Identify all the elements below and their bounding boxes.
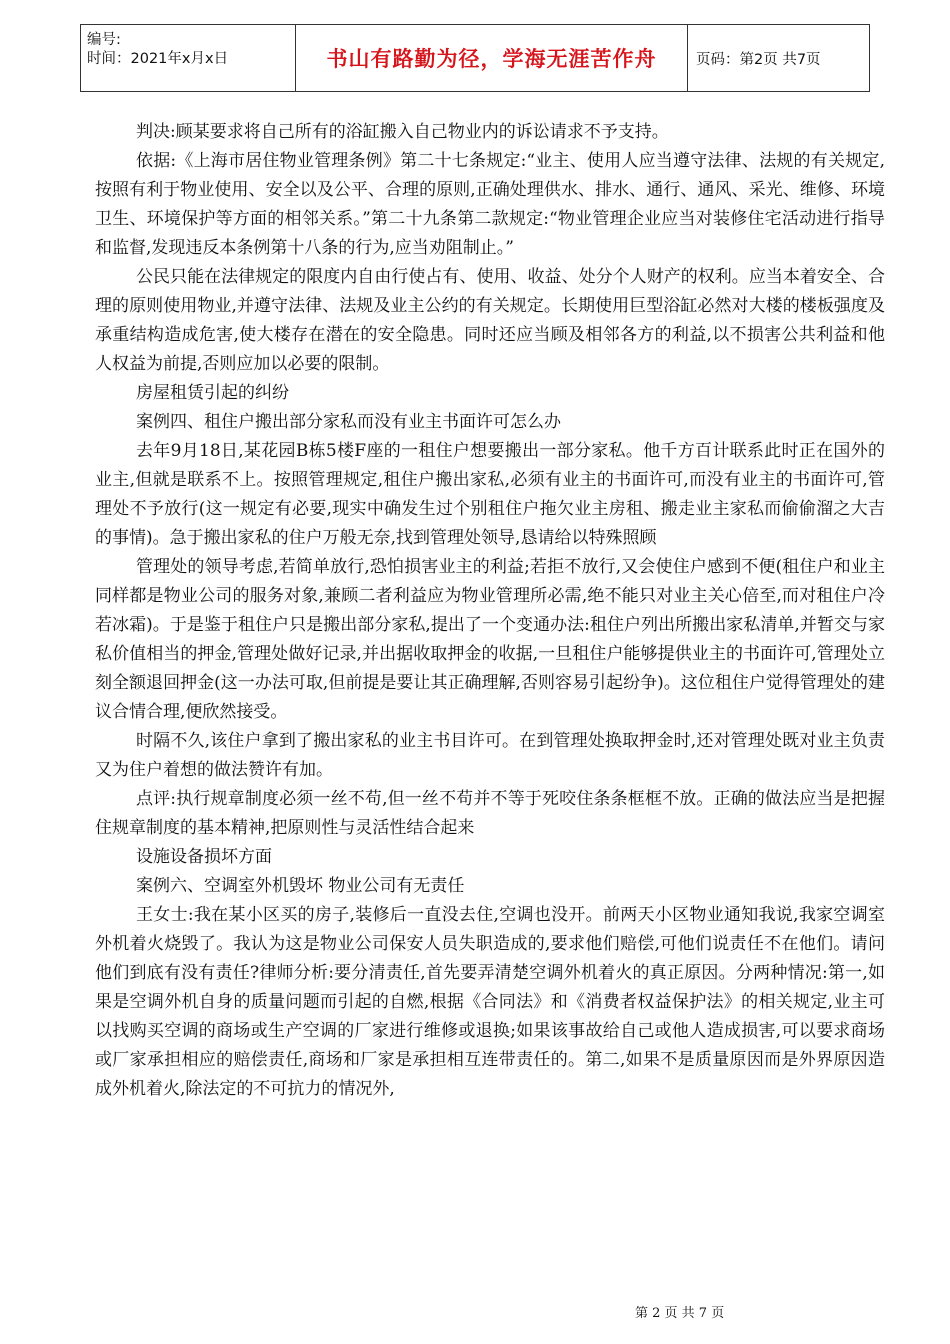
section-heading-rental: 房屋租赁引起的纠纷 xyxy=(136,383,289,403)
header-motto: 书山有路勤为径，学海无涯苦作舟 xyxy=(296,25,688,91)
paragraph-citizen-rights: 公民只能在法律规定的限度内自由行使占有、使用、收益、处分个人财产的权利。应当本着安全、合理的原则使用物业,并遵守法律、法规及业主公约的有关规定。长期使用巨型浴缸必然对大楼的楼板强度及承重结构造成危害,使大楼存在潜在的安全隐患。同时还应当顾及相邻各方的利益,以不损害公共利益和他人权益为前提,否则应加以必要的限制。 xyxy=(95,267,885,374)
case-four-title: 案例四、租住户搬出部分家私而没有业主书面许可怎么办 xyxy=(136,412,561,432)
number-label: 编号: xyxy=(87,32,121,48)
paragraph-judgment: 判决:顾某要求将自己所有的浴缸搬入自己物业内的诉讼请求不予支持。 xyxy=(136,122,669,142)
paragraph-case-four-result: 时隔不久,该住户拿到了搬出家私的业主书目许可。在到管理处换取押金时,还对管理处既对业主负责又为住户着想的做法赞许有加。 xyxy=(95,731,885,780)
document-body xyxy=(95,118,885,1104)
case-six-title: 案例六、空调室外机毁坏 物业公司有无责任 xyxy=(136,876,465,896)
paragraph-case-four-facts: 去年9月18日,某花园B栋5楼F座的一租住户想要搬出一部分家私。他千方百计联系此时正在国外的业主,但就是联系不上。按照管理规定,租住户搬出家私,必须有业主的书面许可,而没有业主的书面许可,管理处不予放行(这一规定有必要,现实中确发生过个别租住户拖欠业主房租、搬走业主家私而偷偷溜之大吉的事情)。急于搬出家私的住户万般无奈,找到管理处领导,恳请给以特殊照顾 xyxy=(95,441,885,548)
header-table xyxy=(80,24,870,92)
time-label: 时间：2021年x月x日 xyxy=(87,51,229,67)
paragraph-comment: 点评:执行规章制度必须一丝不苟,但一丝不苟并不等于死咬住条条框框不放。正确的做法应当是把握住规章制度的基本精神,把原则性与灵活性结合起来 xyxy=(95,789,885,838)
paragraph-case-six: 王女士:我在某小区买的房子,装修后一直没去住,空调也没开。前两天小区物业通知我说,我家空调室外机着火烧毁了。我认为这是物业公司保安人员失职造成的,要求他们赔偿,可他们说责任不在他们。请问他们到底有没有责任?律师分析:要分清责任,首先要弄清楚空调外机着火的真正原因。分两种情况:第一,如果是空调外机自身的质量问题而引起的自燃,根据《合同法》和《消费者权益保护法》的相关规定,业主可以找购买空调的商场或生产空调的厂家进行维修或退换;如果该事故给自己或他人造成损害,可以要求商场或厂家承担相应的赔偿责任,商场和厂家是承担相互连带责任的。第二,如果不是质量原因而是外界原因造成外机着火,除法定的不可抗力的情况外, xyxy=(95,905,885,1099)
header-page-info: 页码：第2页 共7页 xyxy=(696,51,821,68)
paragraph-basis: 依据:《上海市居住物业管理条例》第二十七条规定:“业主、使用人应当遵守法律、法规的有关规定,按照有利于物业使用、安全以及公平、合理的原则,正确处理供水、排水、通行、通风、采光、维修、环境卫生、环境保护等方面的相邻关系。”第二十九条第二款规定:“物业管理企业应当对装修住宅活动进行指导和监督,发现违反本条例第十八条的行为,应当劝阻制止。” xyxy=(95,151,885,258)
page-footer: 第 2 页 共 7 页 xyxy=(635,1306,725,1321)
section-heading-facilities: 设施设备损坏方面 xyxy=(136,847,272,867)
header-meta xyxy=(81,25,296,91)
paragraph-case-four-solution: 管理处的领导考虑,若简单放行,恐怕损害业主的利益;若拒不放行,又会使住户感到不便(租住户和业主同样都是物业公司的服务对象,兼顾二者利益应为物业管理所必需,绝不能只对业主关心倍至,而对租住户冷若冰霜)。于是鉴于租住户只是搬出部分家私,提出了一个变通办法:租住户列出所搬出家私清单,并暂交与家私价值相当的押金,管理处做好记录,并出据收取押金的收据,一旦租住户能够提供业主的书面许可,管理处立刻全额退回押金(这一办法可取,但前提是要让其正确理解,否则容易引起纷争)。这位租住户觉得管理处的建议合情合理,便欣然接受。 xyxy=(95,557,885,722)
